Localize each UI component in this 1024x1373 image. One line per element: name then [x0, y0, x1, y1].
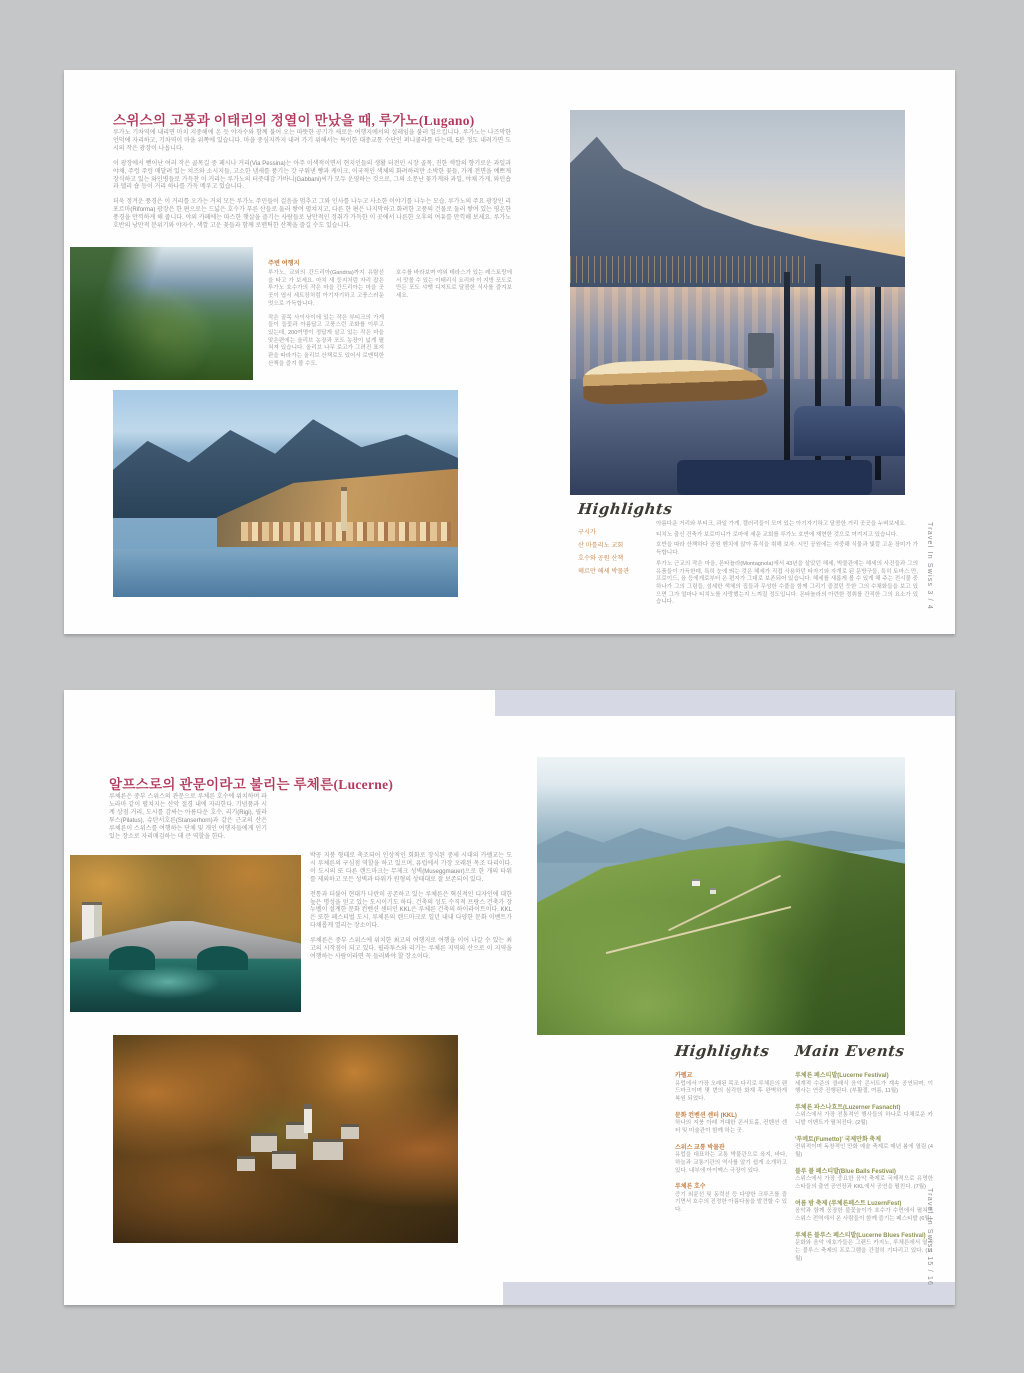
covered-boat-shape: [677, 460, 871, 495]
main-events-heading: Main Events: [794, 1042, 906, 1060]
highlights-heading: Highlights: [577, 500, 674, 518]
paragraph: 호수를 바라보며 야외 테라스가 있는 레스토랑에서 맛볼 수 있는 이태리식 요리와 이 지방 포도로 만든 포도 샤벳 디저트로 달콤한 식사를 즐겨보세요.: [396, 270, 512, 300]
paragraph: 루체른은 중부 스위스에 위치한 최고의 여행지로 여행을 이어 나갈 수 있는 최고의 시작점이 되고 있다. 필라투스와 리기는 루체른 지역의 산으로 이 지역을 여행하는 사람이라면 꼭 들러봐야 할 장소이다.: [310, 938, 512, 960]
paragraph: 루체른은 중부 스위스의 관문으로 루체른 호수에 위치하며 파노라마 같이 펼쳐지는 산악 절경 내에 자리한다. 기념품과 시계 상점 거리, 도시를 감싸는 아름다운 호수, 리기(Rigi), 필라투스(Pilatus), 슈탄서호른(Stanserhorn)과 같은 근교의 산은 루체른이 스위스를 여행하는 단체 및 개인 여행자들에게 인기있는 장소로 자리매김하는 데 큰 역할을 한다.: [109, 794, 267, 840]
highlight-desc: 티치노 출신 건축가 보로미니가 로마에 세운 교회를 루가노 호반에 재현한 것으로 여겨지고 있습니다.: [656, 531, 898, 538]
stone-house-shape: [313, 1139, 343, 1160]
event-desc: 음악과 함께 웅장한 불꽃놀이가 호수가 수면에서 펼쳐져 스위스 전역에서 온 사람들이 함께 즐기는 페스티발 (6월): [795, 1208, 933, 1222]
stone-bridge-shape: [70, 921, 301, 959]
page-marker: Travel In Swiss 15 / 16: [926, 1188, 933, 1287]
highlight-desc: 호반을 따라 산책하다 공원 벤치에 앉아 휴식을 취해 보자. 시민 공원에는 지중해 식물과 빛깔 고운 장미가 가득합니다.: [656, 542, 918, 557]
event-desc: 스위스에서 가장 중요한 음악 축제로 국제적으로 유명한 스타들의 출연 공연장과 KKL에서 공연을 펼친다. (7월): [795, 1176, 933, 1191]
event-item: [795, 1166, 933, 1192]
highlight-label: 헤르만 헤세 박물관: [578, 568, 630, 575]
event-label: 루체른 페스티발(Lucerne Festival): [795, 1073, 889, 1079]
highlight-item: [675, 1070, 787, 1104]
event-item: [795, 1102, 933, 1128]
paragraph: 전통과 더불어 현대가 나란히 공존하고 있는 루체른은 혁신적인 디자인에 대한 높은 명성을 얻고 있는 도시이기도 하다. 건축의 성도 수직적 프랑스 건축가 장 누벨이 설계한 문화 컨벤션 센터인 KKL은 루체른 건축의 하이라이트이다. KKL은 또한 페스티벌 도시, 루체른의 랜드마크로 일년 내내 다양한 문화 이벤트가 다채롭게 열리는 장소이다.: [310, 891, 512, 930]
highlight-item: [675, 1181, 787, 1215]
highlight-desc: 아름다운 거리와 부티크, 과일 가게, 갤러리들이 모여 있는 아기자기하고 달콤한 거리 곳곳을 누벼보세요.: [656, 521, 907, 527]
bridge-arch-shape: [109, 946, 155, 970]
event-item: [795, 1134, 933, 1160]
highlight-desc: 루가노 근교의 작은 마을, 몬타뇰라(Montagnola)에서 43년을 살았던 헤세, 박물관에는 헤세의 사진들과 그의 유품들이 가득한데, 특히 눈에 띄는 것은 헤세가 직접 사용하던 타자기와 자개로 된 문방구들, 특히 토마스 만, 프로이드, 융 등에게로부터 온 편지가 그대로 보존되어 있습니다. 헤세를 새롭게 볼 수 있게 해 주는 전시물 중 하나가 그의 그림들, 섬세한 색체의 집들과 무성한 수풀을 함께 그리기 즐겼던 듯한 그의 수채화들을 보고 있으면 그가 얼마나 티치노를 사랑했는지 느껴질 정도입니다. 몬타뇰라의 아련한 정취를 간직한 그의 요소가 있습니다.: [656, 560, 918, 606]
stone-house-shape: [341, 1124, 359, 1139]
boat-motor-shape: [748, 333, 775, 368]
stone-house-shape: [251, 1133, 277, 1152]
highlight-label: 구시가: [578, 529, 596, 536]
page-title: 알프스로의 관문이라고 불리는 루체른(Lucerne): [109, 777, 394, 793]
highlight-label: 스위스 교통 박물관: [675, 1144, 725, 1151]
lavender-header-band: [495, 690, 955, 716]
lucerne-body-text: [310, 853, 512, 969]
highlights-labels: [578, 526, 652, 578]
page-title: 스위스의 고풍과 이태리의 정열이 만났을 때, 루가노(Lugano): [113, 113, 475, 129]
highlight-desc: 유럽에서 가장 오래된 목조 다리로 루체른의 랜드마크이며 몇 번의 심각한 화재 후 완벽하게 복원 되었다.: [675, 1080, 787, 1102]
page-lugano: [64, 70, 955, 634]
event-desc: 전위적이며 독창적인 만화 예술 축제로 매년 봄에 열림 (4월): [795, 1144, 933, 1159]
highlight-desc: 유럽을 대표하는 교통 박물관으로 육지, 바다, 하늘과 교통기관의 역사를 알기 쉽게 소개하고 있다. 내부에 아이맥스 극장이 있다.: [675, 1152, 787, 1174]
photo-lugano-lake-town: [113, 390, 458, 597]
stone-house-shape: [272, 1151, 296, 1169]
side-trip-col2: [396, 270, 512, 301]
photo-ponte-dei-salti-bridge: [70, 855, 301, 1012]
paragraph: 루가노, 교외의 간드리아(Gandria)까지 유람선을 타고 가 보세요. 마치 새 둥지처럼 자리 잡은 루가노 호수가의 작은 마을 간드리아는 마을 곳곳이 엽서 세트장처럼 아기자기하고 고풍스러운 멋으로 가득합니다.: [268, 270, 384, 307]
highlight-label: 루체른 호수: [675, 1184, 706, 1191]
event-item: [795, 1070, 933, 1096]
green-ridge-shape: [537, 840, 905, 1035]
photo-lugano-lake-dusk-boats: [570, 110, 905, 495]
event-label: 루체른 블루스 페스티발(Lucerne Blues Festival): [795, 1232, 926, 1239]
mooring-post-shape: [784, 272, 790, 484]
event-label: 블루 볼 페스티발(Blue Balls Festival): [795, 1168, 896, 1175]
church-tower-shape: [341, 487, 347, 531]
lake-water-shape: [113, 549, 458, 597]
page-marker: Travel In Swiss 3 / 4: [926, 522, 933, 610]
lucerne-intro: [109, 794, 267, 841]
lavender-footer-band: [503, 1282, 955, 1305]
paragraph: 더욱 정겨운 풍경은 이 거리를 오가는 거의 모든 루가노 주민들이 걸음을 멈추고 그와 인사를 나누고 사소한 이야기를 나누는 모습. 루가노의 주요 광장인 리포르마(Riforma) 광장은 한 편으로는 드넓은 호수가 푸른 산들로 둘러 쌓여 펼쳐지고, 다른 한 편은 나지막하고 화려한 고풍의 건물로 둘러 쌓여 있는 평온한 풍경을 만끽하게 해 줍니다. 야외 카페에는 따스한 햇살을 즐기는 사람들로 낭만적인 정취가 가득한 이 곳에서 나른한 오후의 여유를 만끽해 보세요. 루가노 호반의 낭만적 분위기와 야자수, 색깔 고운 꽃들과 함께 로맨틱한 산책을 즐길 수도 있습니다.: [113, 199, 511, 230]
covered-boat-shape: [794, 406, 905, 456]
event-label: 여름 밤 축제 (루체른페스트 LuzernFest): [795, 1200, 902, 1207]
paragraph: 작은 골목 사이사이에 있는 작은 부티크의 가게들이 들꽃과 아름답고 고풍스런 조화를 이루고 있는데, 200여명이 정답게 살고 있는 작은 마을 맞은편에는 올리브 농장과 포도 농장이 넓게 펼쳐져 있습니다. 올리브 나무 로고가 그려진 표지판을 따라가는 올리브 산책로도 있어서 로맨틱한 산책을 즐겨 볼 수도.: [268, 314, 384, 367]
side-trip-section: [268, 258, 518, 367]
side-trip-label: 주변 여행지: [268, 260, 300, 267]
highlight-label: 카펠교: [675, 1073, 693, 1079]
mountain-building-shape: [710, 888, 716, 894]
event-label: 루체른 파스나흐트(Luzerner Fasnacht): [795, 1104, 901, 1111]
highlights-section: [577, 500, 918, 606]
highlight-item: [675, 1110, 787, 1136]
highlights-section: [675, 1042, 787, 1221]
highlight-item: [675, 1142, 787, 1176]
highlights-heading: Highlights: [674, 1042, 771, 1060]
photo-rigi-aerial-view: [537, 757, 905, 1035]
paragraph: 박공 지붕 형태로 축조되어 인상적인 회화로 장식된 중세 시대의 카펠교는 도시 루체른의 구심점 역할을 하고 있으며, 유럽에서 가장 오래된 목조 다리이다. 이 도시의 또 다른 랜드마크는 무제크 성벽(Museggmauer)으로 한 개의 타워를 제외하고 모든 성벽과 타워가 원형의 상태대로 잘 보존되어 있다.: [310, 853, 512, 883]
photo-autumn-village-corippo: [113, 1035, 458, 1243]
event-item: [795, 1230, 933, 1264]
stone-house-shape: [237, 1156, 255, 1171]
turquoise-water-shape: [116, 965, 220, 1000]
event-label: '푸메토(Fumetto)' 국제만화 축제: [795, 1136, 882, 1143]
highlight-label: 산 마를리노 교회: [578, 542, 624, 549]
mountain-building-shape: [692, 879, 700, 886]
highlights-descriptions: [656, 521, 918, 607]
highlight-label: 호수와 공원 산책: [578, 555, 624, 562]
photo-alpine-valley: [70, 247, 253, 380]
paragraph: 루가노 기차역에 내리면 마치 지중해에 온 듯 야자수와 함께 불어 오는 따뜻한 공기가 새로운 여행지에서의 설레임을 불러 일으킵니다. 루가노는 나즈막한 언덕에 자리하고, 기차역이 마을 위쪽에 있습니다. 마을 중심지까지 내려 가기 위해서는 특이한 대중교통 수단인 퍼니쿨라를 타는데, 5분 정도 내려가면 도시의 작은 광장이 나옵니다.: [113, 130, 511, 152]
event-item: [795, 1198, 933, 1224]
event-desc: 문화와 음악 애호가들은 그랜드 카지노, 루체른에서 열리는 블루스 축제의 프로그램을 간절히 기다리고 있다. (11월): [795, 1240, 933, 1262]
page-lucerne: [64, 690, 955, 1305]
highlight-label: 문화 컨벤션 센터 (KKL): [675, 1112, 737, 1119]
main-events-section: [795, 1042, 933, 1269]
highlight-desc: 증기 외륜선 및 동력선 등 다양한 크루즈를 즐기면서 호수의 진정한 아름다움을 발견할 수 있다.: [675, 1191, 787, 1214]
highlight-desc: 하나의 지붕 아래 거대한 콘서트홀, 컨벤션 센터 및 미술관이 함께 하는 곳.: [675, 1120, 787, 1134]
event-desc: 세계적 수준의 클래식 음악 콘서트가 계속 공연되며, 이 행사는 연중 진행된다. (부활절, 여름, 11월): [795, 1080, 933, 1095]
bridge-arch-shape: [197, 946, 248, 970]
lugano-body-text: [113, 130, 511, 238]
paragraph: 이 광장에서 뻗어난 여러 작은 골목길 중 페시나 거리(Via Pessina)는 아주 이색적이면서 현지인들의 생활 터전인 시장 골목, 진한 색깔의 향기로운 과일과 야채, 주렁 주렁 매달려 있는 치즈와 소시지들, 고소한 냄새를 풍기는 갓 구워낸 빵과 케이크, 이국적인 색체의 화려하리만 소박한 꽃들, 가게 전면을 예쁘게 장식하고 있는 와인병들로 가득찬 이 거리는 루가노의 터줏대감 가바니(Gabbani)씨가 모두 운영하는 것으로, 그의 소문난 꽃가게와 과일, 야채 가게, 와인숍과 델리 숍 등이 거리 하나를 가득 메우고 있습니다.: [113, 160, 511, 191]
event-desc: 스위스에서 가장 전통적인 행사들의 하나로 다채로운 카니발 이벤트가 펼쳐진다. (2월): [795, 1112, 933, 1127]
church-tower-shape: [304, 1104, 312, 1133]
side-trip-col1: [268, 270, 384, 369]
village-lights-shape: [570, 256, 805, 283]
